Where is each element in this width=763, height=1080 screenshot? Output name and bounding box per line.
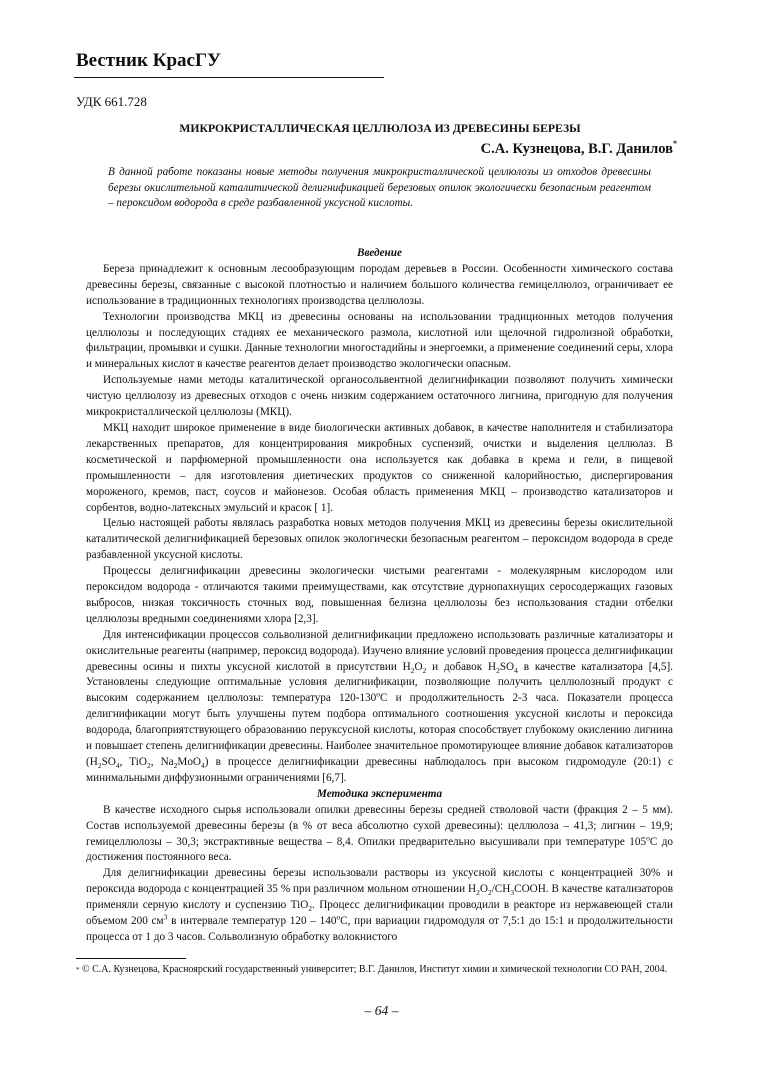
subscript: 2	[422, 665, 427, 675]
text-run: в качестве катализатора [4,5]. Установлены следующие оптимальные условия делигнификации, позволяющие получить целлюлозный продукт с высоким содержанием целлюлозы: температура 120-130	[86, 660, 674, 705]
text-run: ) в процессе делигнификации древесины наблюдалось при высоком гидромодуле (20:1) с минимальными диффузионными ограничениями [6,7].	[86, 756, 673, 784]
text-run: /CH	[491, 883, 511, 896]
text-run: С до достижения постоянного веса.	[86, 835, 673, 864]
udc-code: УДК 661.728	[76, 94, 147, 109]
paragraph	[86, 866, 673, 946]
text-run: Для делигнификации древесины березы использовали растворы из уксусной кислоты с концентрацией 30% и пероксида водорода с концентрацией 35 % при различном мольном отношении H	[86, 867, 673, 896]
journal-title: Вестник КрасГУ	[76, 50, 222, 71]
text-run: SO	[101, 756, 116, 768]
paragraph: Используемые нами методы каталитической органосольвентной делигнификации позволяют получить химически чистую целлюлозу из древесных отходов с очень низким содержанием остаточного лигнина, пригодную для получения микрокристаллической целлюлозы (МКЦ).	[86, 374, 673, 419]
article-body	[86, 246, 673, 946]
page-number: – 64 –	[364, 1003, 399, 1018]
author-footnote-mark: *	[673, 139, 677, 148]
section-heading-method: Методика эксперимента	[316, 787, 443, 800]
footnote-mark: *	[76, 966, 80, 974]
subscript: 4	[115, 761, 120, 771]
text-run: Для интенсификации процессов сольволизной делигнификации предложено использовать различные катализаторы и окислительные реагенты (например, пероксид водорода). Изучено влияние условий проведения процесса делигнификации древесины осины и пихты уксусной кислотой в присутствии H	[86, 628, 673, 673]
paragraph: Технологии производства МКЦ из древесины основаны на использовании традиционных методов получения целлюлозы и последующих стадиях ее механического размола, кислотной или щелочной гидролизной обработки, фильтрации, промывки и сушки. Данные технологии многостадийны и энергоемки, а применение соединений серы, хлора и минеральных кислот в качестве реагентов делает производство экологически опасным.	[86, 310, 673, 371]
footnote	[76, 963, 673, 977]
subscript: 4	[201, 761, 205, 771]
subscript: 2	[496, 665, 500, 675]
superscript: o	[336, 912, 341, 922]
text-run: COOH. В качестве катализаторов применяли серную кислоту и суспензию TiO	[86, 883, 674, 912]
section-heading-introduction: Введение	[357, 247, 402, 259]
abstract: В данной работе показаны новые методы получения микрокристаллической целлюлозы из отходов древесины березы окислительной каталитической делигнификацией березовых опилок экологически безопасным реагентом – пероксидом водорода в среде разбавленной уксусной кислоты.	[108, 166, 651, 210]
paragraph: МКЦ находит широкое применение в виде биологически активных добавок, в качестве наполнителя и стабилизатора лекарственных препаратов, для концентрирования микробных суспензий, очистки и выделения целлюлаз. В косметической и парфюмерной промышленности она используется как добавка в крема и гели, в пищевой промышленности – для изготовления диетических продуктов со сниженной калорийностью, диспергирования мороженого, кремов, паст, соусов и майонезов. Особая область применения МКЦ – производство катализаторов и сорбентов, водно-латексных эмульсий и красок [ 1].	[86, 421, 673, 514]
superscript: o	[646, 832, 650, 842]
text-run: и добавок H	[426, 660, 497, 673]
text-run: С, при вариации гидромодуля от 7,5:1 до 15:1 и продолжительности процесса от 1 до 3 часов. Сольволизную обработку волокнистого	[86, 915, 674, 943]
paragraph: Береза принадлежит к основным лесообразующим породам деревьев в России. Особенности химического состава древесины березы, связанные с высокой плотностью и наличием большого количества гемицеллюлоз, ограничивает ее использование в традиционных технологиях производства целлюлозы.	[86, 262, 673, 307]
paragraph	[86, 803, 673, 867]
text-run: в интервале температур 120 – 140	[167, 915, 337, 928]
subscript: 2	[146, 761, 151, 771]
authors	[481, 141, 677, 158]
subscript: 2	[97, 761, 102, 771]
subscript: 3	[510, 888, 515, 898]
article-title: МИКРОКРИСТАЛЛИЧЕСКАЯ ЦЕЛЛЮЛОЗА ИЗ ДРЕВЕСИНЫ БЕРЕЗЫ	[179, 122, 581, 135]
subscript: 2	[410, 665, 415, 675]
text-run: В качестве исходного сырья использовали опилки древесины березы средней стволовой части (фракция 2 – 5 мм). Состав используемой древесины березы (в % от веса абсолютно сухой древесины): целлюлоза – 41,3; лигнин – 19,9; гемицеллюлозы – 30,3; экстрактивные вещества – 8,4. Опилки предварительно высушивали при температуре 105	[86, 803, 673, 848]
footnote-text: © С.А. Кузнецова, Красноярский государственный университет; В.Г. Данилов, Институт химии и химической технологии СО РАН, 2004.	[79, 964, 668, 975]
subscript: 2	[308, 904, 313, 914]
author-names: С.А. Кузнецова, В.Г. Данилов	[480, 141, 673, 157]
header-rule	[74, 77, 384, 78]
superscript: 3	[163, 912, 168, 922]
text-run: С и продолжительность 2-3 часа. Показатели процесса делигнификации могут быть улучшены путем подбора оптимального соотношения уксусной кислоты и пероксида водорода, благоприятствующего образованию перуксусной кислоты, которая способствует глубокому окислению лигнина и повышает степень делигнификации древесины. Наиболее значительное промотирующее влияние добавок катализаторов (H	[86, 692, 673, 768]
paragraph: Целью настоящей работы являлась разработка новых методов получения МКЦ из древесины березы окислительной каталитической делигнификацией березовых опилок экологически безопасным реагентом – пероксидом водорода в среде разбавленной уксусной кислоты.	[86, 517, 673, 562]
subscript: 4	[514, 665, 518, 675]
footnote-rule	[76, 958, 186, 959]
text-run: SO	[499, 660, 515, 673]
paragraph	[86, 628, 673, 787]
superscript: o	[376, 689, 381, 699]
text-run: , TiO	[119, 756, 147, 768]
subscript: 2	[476, 888, 480, 898]
text-run: O	[414, 660, 423, 673]
text-run: O	[479, 883, 488, 896]
text-run: MoO	[177, 756, 201, 768]
paragraph: Процессы делигнификации древесины экологически чистыми реагентами - молекулярным кислородом или пероксидом водорода - отличаются такими преимуществами, как отсутствие дурнопахнущих серосодержащих газовых выбросов, низкая токсичность сточных вод, повышенная белизна целлюлозы без использования стадии отбелки целлюлозы вредными соединениями хлора [2,3].	[86, 565, 673, 625]
subscript: 2	[173, 761, 178, 771]
subscript: 2	[487, 888, 492, 898]
text-run: . Процесс делигнификации проводили в реакторе из нержавеющей стали объемом 200 см	[86, 899, 673, 928]
text-run: , Na	[150, 756, 174, 768]
